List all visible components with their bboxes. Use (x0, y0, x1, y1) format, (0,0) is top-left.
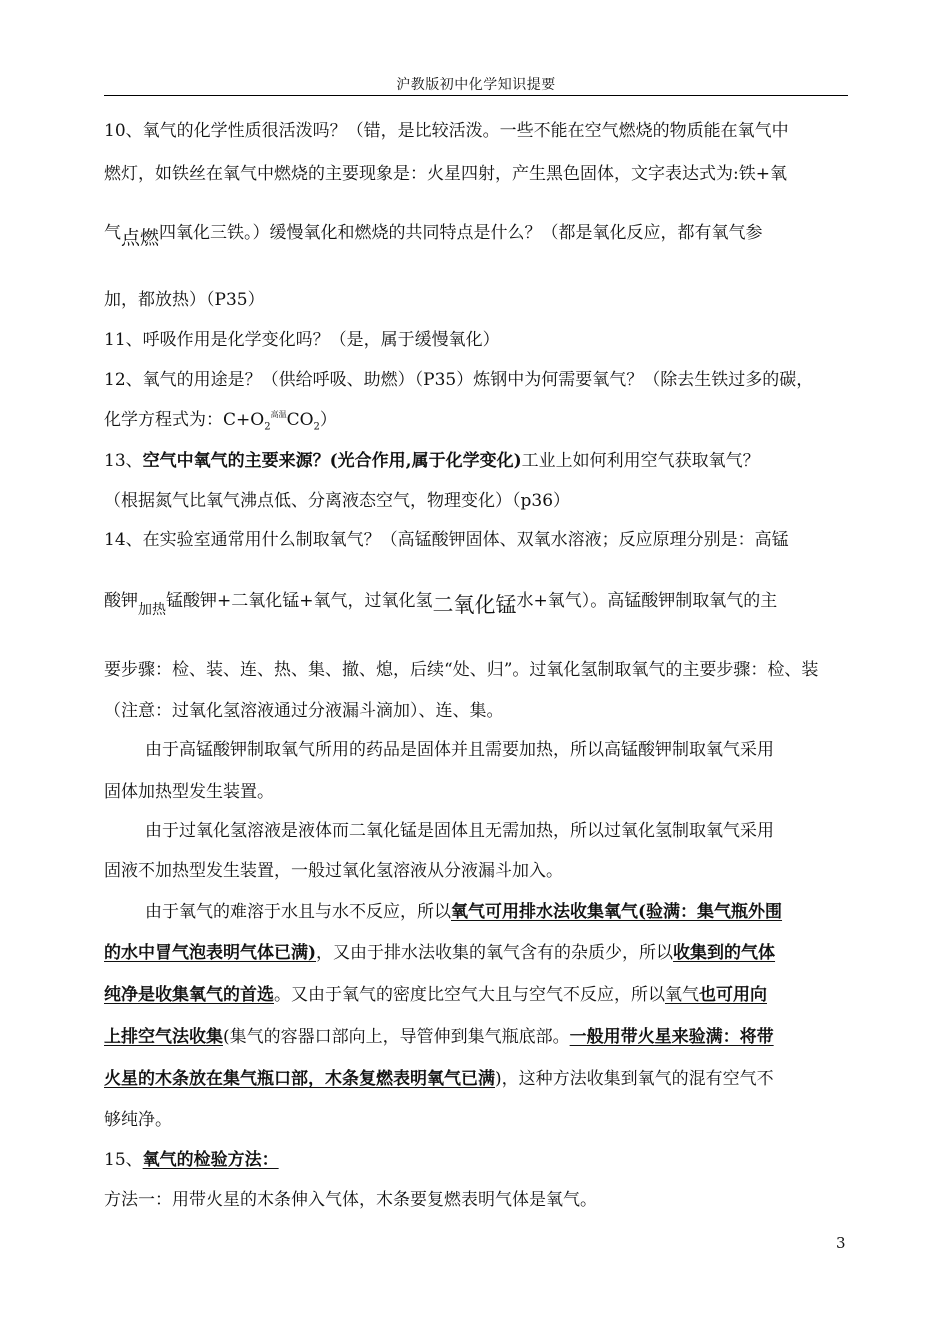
subscript: 2 (264, 421, 271, 433)
text: ，又由于排水法收集的氧气含有的杂质少，所以 (316, 943, 674, 963)
line-10-a: 10、氧气的化学性质很活泼吗？（错，是比较活泼。一些不能在空气燃烧的物质能在氧气中 (104, 121, 789, 141)
bold-underlined-text: 氧气可用排水法收集氧气(验满：集气瓶外围 (451, 902, 783, 922)
bold-underlined-text: 也可用向 (699, 985, 767, 1005)
bold-underlined-text: 收集到的气体 (673, 943, 776, 963)
line-10-c (104, 222, 848, 249)
line-14-b (104, 589, 848, 618)
line-12-b (104, 410, 848, 437)
line-13-b: （根据氮气比氧气沸点低、分离液态空气，物理变化）（p36） (104, 491, 571, 511)
para-collect-f: 够纯净。 (104, 1110, 172, 1130)
para-collect-e (104, 1069, 848, 1089)
line-11: 11、呼吸作用是化学变化吗？（是，属于缓慢氧化） (104, 330, 500, 350)
para-collect-c (104, 985, 848, 1005)
bold-underlined-text: 一般用带火星来验满：将带 (569, 1027, 774, 1047)
text: 15、 (104, 1150, 143, 1170)
subscript: 2 (313, 421, 320, 433)
text: )，这种方法收集到氧气的混有空气不 (495, 1069, 774, 1089)
para-collect-a (145, 902, 848, 922)
text: 化学方程式为：C+O (104, 410, 265, 430)
page-number: 3 (836, 1234, 846, 1252)
reaction-condition-heat: 加热 (138, 602, 166, 618)
line-14-c: 要步骤：检、装、连、热、集、撤、熄，后续“处、归”。过氧化氢制取氧气的主要步骤：检、装 (104, 660, 819, 680)
bold-underlined-text: 的水中冒气泡表明气体已满) (104, 943, 317, 963)
bold-underlined-text: 上排空气法收集 (104, 1027, 223, 1047)
page-header-title: 沪教版初中化学知识提要 (396, 77, 556, 93)
para-kmno4-a: 由于高锰酸钾制取氧气所用的药品是固体并且需要加热，所以高锰酸钾制取氧气采用 (145, 740, 774, 760)
bold-underlined-text: 氧气的检验方法： (142, 1150, 279, 1170)
line-12-a: 12、氧气的用途是？（供给呼吸、助燃）（P35）炼钢中为何需要氧气？（除去生铁过多的碳， (104, 370, 814, 390)
para-collect-d (104, 1027, 848, 1047)
text: 气 (104, 223, 121, 243)
line-14-d: （注意：过氧化氢溶液通过分液漏斗滴加）、连、集。 (104, 701, 504, 721)
text: 锰酸钾+二氧化锰+氧气，过氧化氢 (166, 591, 433, 611)
line-15-heading (104, 1150, 848, 1170)
text: 四氧化三铁。）缓慢氧化和燃烧的共同特点是什么？（都是氧化反应，都有氧气参 (159, 223, 763, 243)
text: 。又由于氧气的密度比空气大且与空气不反应，所以 (274, 985, 665, 1005)
underlined-text: 氧气 (665, 985, 699, 1005)
text: 由于氧气的难溶于水且与水不反应，所以 (145, 902, 451, 922)
para-kmno4-b: 固体加热型发生装置。 (104, 782, 274, 802)
text: 水+氧气）。高锰酸钾制取氧气的主 (516, 591, 778, 611)
line-10-d: 加，都放热）（P35） (104, 290, 265, 310)
para-h2o2-b: 固液不加热型发生装置，一般过氧化氢溶液从分液漏斗加入。 (104, 861, 563, 881)
bold-underlined-text: 纯净是收集氧气的首选 (104, 985, 274, 1005)
text: (集气的容器口部向上，导管伸到集气瓶底部。 (223, 1027, 570, 1047)
bold-underlined-text: 火星的木条放在集气瓶口部，木条复燃表明氧气已满 (104, 1069, 495, 1089)
line-14-a: 14、在实验室通常用什么制取氧气？（高锰酸钾固体、双氧水溶液；反应原理分别是：高锰 (104, 530, 789, 550)
para-collect-b (104, 943, 848, 963)
reaction-condition-high-temp: 高温 (270, 410, 287, 419)
reaction-condition-ignite: 点燃 (121, 227, 160, 249)
para-h2o2-a: 由于过氧化氢溶液是液体而二氧化锰是固体且无需加热，所以过氧化氢制取氧气采用 (145, 821, 774, 841)
line-15-method-1: 方法一：用带火星的木条伸入气体，木条要复燃表明气体是氧气。 (104, 1190, 597, 1210)
line-13-a (104, 451, 848, 471)
text: ） (319, 410, 337, 430)
text: 酸钾 (104, 591, 138, 611)
text: 13、 (104, 451, 143, 471)
text: 工业上如何利用空气获取氧气？ (521, 451, 760, 471)
reaction-condition-catalyst: 二氧化锰 (432, 593, 517, 617)
line-10-b: 燃灯，如铁丝在氧气中燃烧的主要现象是：火星四射，产生黑色固体，文字表达式为:铁+氧 (104, 164, 787, 184)
text: CO (286, 410, 314, 430)
header-divider (104, 95, 848, 96)
bold-text: 空气中氧气的主要来源？(光合作用,属于化学变化) (142, 451, 522, 471)
